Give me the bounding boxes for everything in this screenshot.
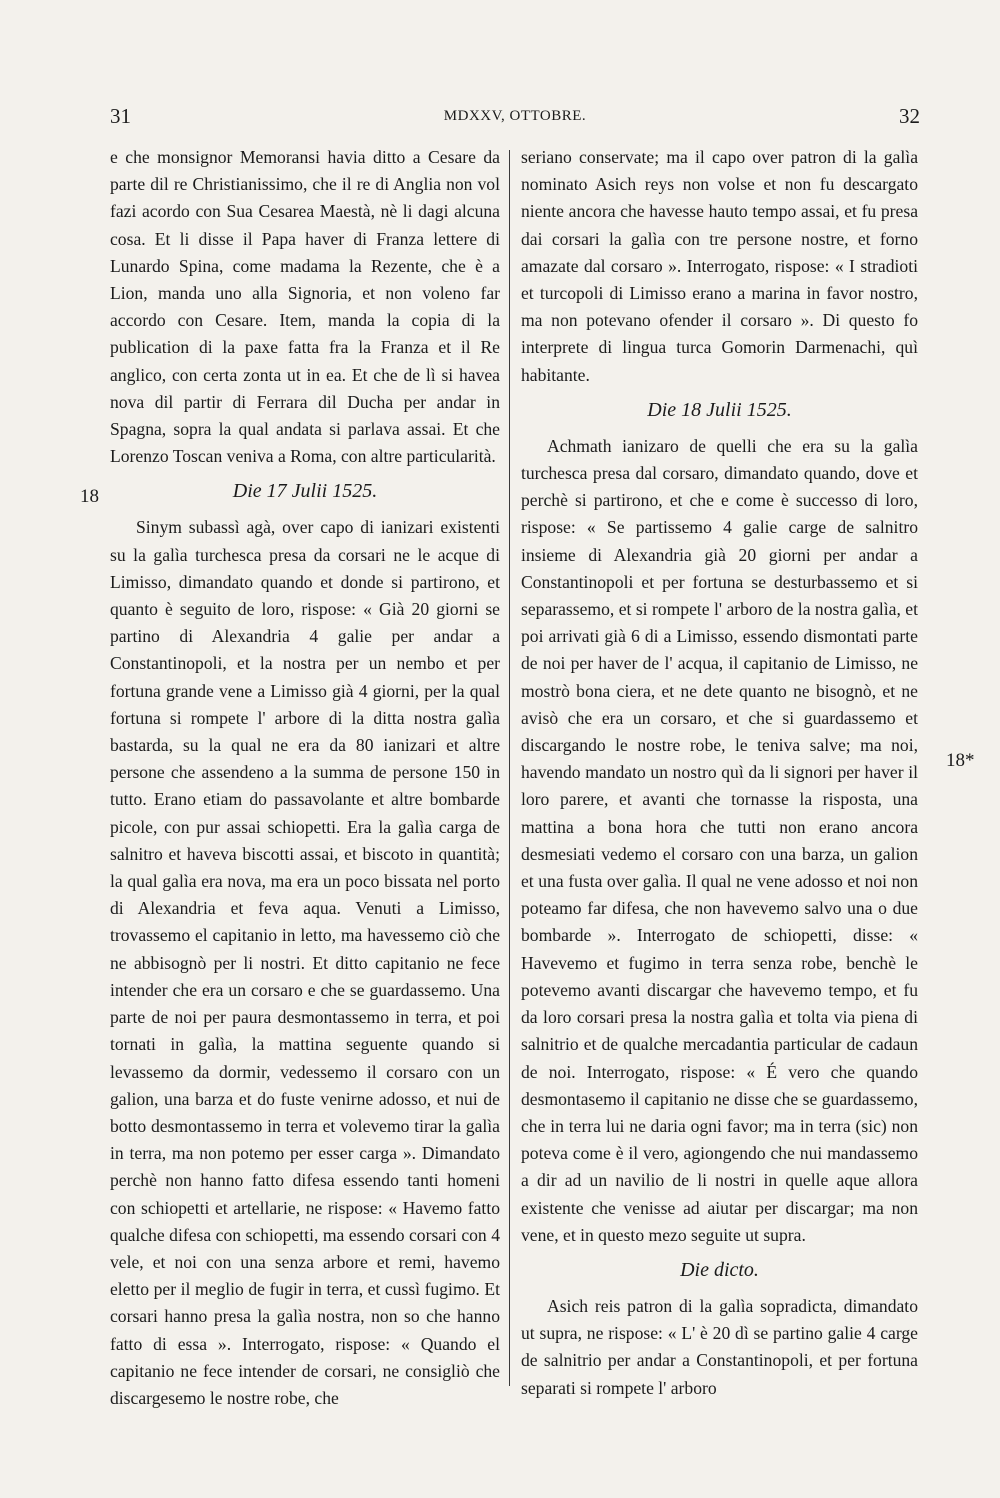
- right-column: [521, 144, 918, 1402]
- margin-note-right: 18*: [946, 750, 975, 771]
- page-number-right: 32: [899, 104, 920, 128]
- left-column: [110, 144, 500, 1412]
- paragraph: e che monsignor Memoransi havia ditto a Cesare da parte dil re Christianissimo, che il re di Anglia non vol fazi acordo con Sua Cesarea Maestà, nè li dagi alcuna cosa. Et li disse il Papa haver di Franza lettere di Lunardo Spina, come madama la Rezente, che è a Lion, manda uno alla Signoria, et non voleno far accordo con Cesare. Item, manda la copia di la publication di la paxe fatta fra la Franza et il Re anglico, con certa zonta ut in ea. Et che de lì si havea nova dil partir di Ferrara dil Ducha per andar in Spagna, sopra la qual andata si parlava assai. Et che Lorenzo Toscan veniva a Roma, con altre particularità.: [110, 147, 500, 467]
- section-heading: Die dicto.: [680, 1258, 759, 1281]
- section-heading: Die 18 Julii 1525.: [647, 398, 792, 421]
- page-header: [110, 104, 920, 134]
- paragraph: seriano conservate; ma il capo over patron di la galìa nominato Asich reys non volse et non fu descargato niente ancora che havesse hauto tempo assai, et fu presa dai corsari la galìa con tre persone nostre, et forno amazate dal corsaro ». Interrogato, rispose: « I stradioti et turcopoli di Limisso erano a marina in favor nostro, ma non potevano ofender il corsaro ». Di questo fo interprete di lingua turca Gomorin Darmenachi, quì habitante.: [521, 147, 918, 385]
- running-title: MDXXV, OTTOBRE.: [443, 108, 587, 124]
- column-divider: [509, 150, 510, 1386]
- section-heading: Die 17 Julii 1525.: [232, 480, 378, 503]
- page-number-left: 31: [110, 104, 131, 128]
- margin-note-left: 18: [80, 486, 99, 507]
- paragraph: Asich reis patron di la galìa sopradicta, dimandato ut supra, ne rispose: « L' è 20 dì se partino galie 4 carge de salnitrio per andar a Constantinopoli, et per fortuna separati si rompete l' arboro: [521, 1295, 918, 1398]
- paragraph: Achmath ianizaro de quelli che era su la galìa turchesca presa dal corsaro, dimandato quando, dove et perchè si partirono, et che e come è successo di loro, rispose: « Se partissemo 4 galie carge de salnitro insieme di Alexandria già 20 giorni per andar a Constantinopoli et per fortuna se desturbassemo et si separassemo, et si rompete l' arboro de la nostra galìa, et poi arrivati già 6 di a Limisso, essendo dismontati parte de noi per haver de l' acqua, il capitanio de Limisso, ne mostrò bona ciera, et ne dete quanto ne bisognò, et ne avisò che era un corsaro, et che si guardassemo et discargando le nostre robe, le teniva salve; ma noi, havendo mandato un nostro quì da li signori per haver il loro parere, et avanti che tornasse la risposta, una mattina a bona hora che tutti non erano ancora desmesiati vedemo el corsaro con una barza, un galion et una fusta over galìa. Il qual ne vene adosso et noi non poteamo far difesa, che non havevemo salvo una o due bombarde ». Interrogato de schiopetti, disse: « Havevemo et fugimo in terra senza robe, benchè le potevemo avanti discargar che havevemo tempo, et fu da loro corsari presa la nostra galìa et tolta via piena di salnitrio et de qualche mercadantia particular de cadaun de noi. Interrogato, rispose: « É vero che quando desmontasemo il capitanio ne disse che se guardassemo, che in terra lui ne daria ogni favor; ma in terra (sic) non poteva come è il vero, agiongendo che nui mandassemo a dir ad un navilio de li nostri in quelle aque allora existente che venisse ad aiutar per discargar; ma non vene, et in questo mezo seguite ut supra.: [521, 435, 918, 1245]
- paragraph: Sinym subassì agà, over capo di ianizari existenti su la galìa turchesca presa da corsari ne le acque di Limisso, dimandato quando et donde si partirono, et quanto è seguito de loro, rispose: « Già 20 giorni se partino di Alexandria 4 galie per andar a Constantinopoli, et la nostra per un nembo et per fortuna grande vene a Limisso già 4 giorni, per la qual fortuna si rompete l' arbore di la ditta nostra galìa bastarda, su la qual ne era da 80 ianizari et altre persone che assendeno a la summa de persone 150 in tutto. Erano etiam do passavolante et altre bombarde picole, con pur assai schiopetti. Era la galìa carga de salnitro et haveva biscotti assai, et biscoto in quantità; la qual galìa era nova, ma era un poco bissata nel porto di Alexandria et feva aqua. Venuti a Limisso, trovassemo el capitanio in letto, ma havessemo ciò che ne abbisognò per li nostri. Et ditto capitanio ne fece intender che era un corsaro e che se guardassemo. Una parte de noi per paura desmontassemo in terra, et poi tornati in galìa, la mattina seguente quando si levassemo da dormir, vedessemo il corsaro con un galion, una barza et do fuste venirne adosso, et nui de botto desmontassemo in terra et volevemo tirar la galìa in terra, ma non potemo per esser carga ». Dimandato perchè non hanno fatto difesa essendo tanti homeni con schiopetti et artellarie, ne rispose: « Havemo fatto qualche difesa con schiopetti, ma essendo corsari con 4 vele, et noi con una senza arbore et remi, havemo eletto per il meglio de fugir in terra, et cussì fugimo. Et corsari hanno presa la galìa nostra, non so che hanno fatto di essa ». Interrogato, rispose: « Quando el capitanio ne fece intender de corsari, ne consigliò che discargesemo le nostre robe, che: [110, 517, 500, 1408]
